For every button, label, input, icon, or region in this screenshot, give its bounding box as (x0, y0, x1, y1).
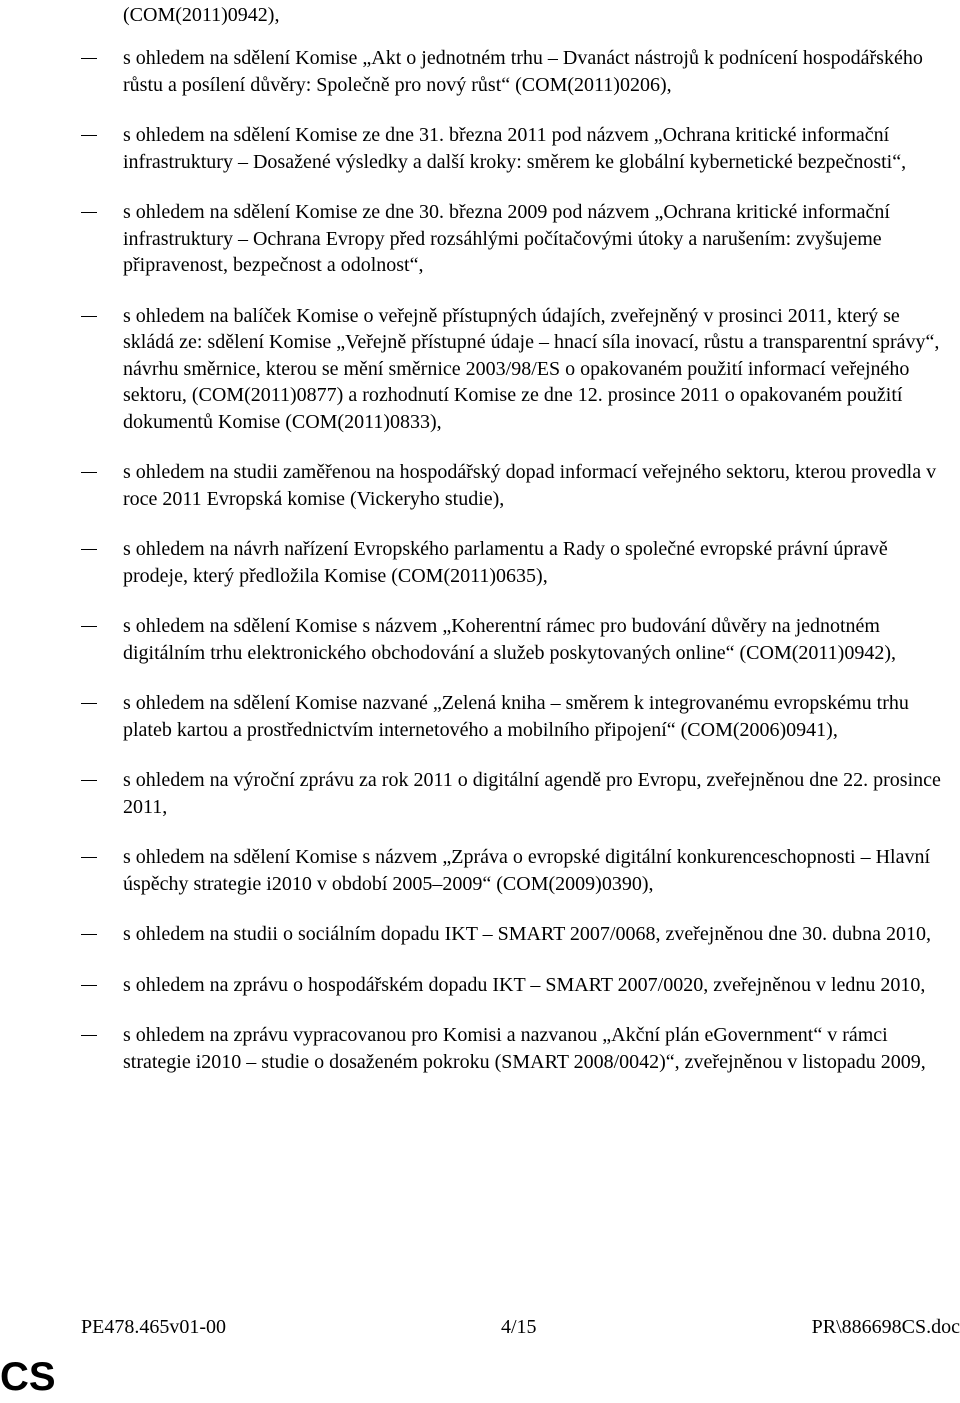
list-item-text: s ohledem na zprávu vypracovanou pro Komisi a nazvanou „Akční plán eGovernment“ v rámci strategie i2010 – studie o dosaženém pokroku (SMART 2008/0042)“, zveřejněnou v listopadu 2009, (123, 1024, 926, 1073)
page-footer (81, 1314, 960, 1340)
list-item (0, 972, 960, 999)
list-item (0, 45, 960, 98)
list-item-text: s ohledem na sdělení Komise ze dne 30. března 2009 pod názvem „Ochrana kritické informační infrastruktury – Ochrana Evropy před rozsáhlými počítačovými útoky a narušením: zvyšujeme připravenost, bezpečnost a odolnost“, (123, 201, 890, 276)
list-item-text: s ohledem na sdělení Komise „Akt o jednotném trhu – Dvanáct nástrojů k podnícení hospodářského růstu a posílení důvěry: Společně pro nový růst“ (COM(2011)0206), (123, 47, 923, 96)
list-item-text: s ohledem na sdělení Komise s názvem „Koherentní rámec pro budování důvěry na jednotném digitálním trhu elektronického obchodování a služeb poskytovaných online“ (COM(2011)0942), (123, 615, 896, 664)
list-item (0, 303, 960, 436)
footer-document-reference: PE478.465v01-00 (81, 1316, 226, 1338)
language-tag: CS (0, 1355, 56, 1399)
list-item (0, 767, 960, 820)
list-item (0, 921, 960, 948)
continued-text: (COM(2011)0942), (123, 4, 280, 26)
list-item (0, 844, 960, 897)
list-item-text: s ohledem na studii zaměřenou na hospodářský dopad informací veřejného sektoru, kterou provedla v roce 2011 Evropská komise (Vickeryho studie), (123, 461, 937, 510)
citation-list (0, 45, 960, 1099)
list-item-text: s ohledem na návrh nařízení Evropského parlamentu a Rady o společné evropské právní úpravě prodeje, který předložila Komise (COM(2011)0635), (123, 538, 888, 587)
list-item-text: s ohledem na balíček Komise o veřejně přístupných údajích, zveřejněný v prosinci 2011, který se skládá ze: sdělení Komise „Veřejně přístupné údaje – hnací síla inovací, růstu a transparentní správy“, návrhu směrnice, kterou se mění směrnice 2003/98/ES o opakovaném použití informací veřejného sektoru, (COM(2011)0877) a rozhodnutí Komise ze dne 12. prosince 2011 o opakovaném použití dokumentů Komise (COM(2011)0833), (123, 304, 940, 433)
list-item (0, 199, 960, 279)
list-item-text: s ohledem na výroční zprávu za rok 2011 o digitální agendě pro Evropu, zveřejněnou dne 22. prosince 2011, (123, 769, 941, 818)
list-item (0, 536, 960, 589)
list-item-text: s ohledem na zprávu o hospodářském dopadu IKT – SMART 2007/0020, zveřejněnou v lednu 2010, (123, 973, 926, 996)
list-item (0, 690, 960, 743)
list-item (0, 122, 960, 175)
list-item (0, 459, 960, 512)
list-item-text: s ohledem na sdělení Komise nazvané „Zelená kniha – směrem k integrovanému evropskému trhu plateb kartou a prostřednictvím internetového a mobilního připojení“ (COM(2006)0941), (123, 692, 909, 741)
list-item (0, 613, 960, 666)
list-item-text: s ohledem na studii o sociálním dopadu IKT – SMART 2007/0068, zveřejněnou dne 30. dubna 2010, (123, 923, 931, 945)
list-item (0, 1022, 960, 1075)
footer-page-number: 4/15 (501, 1316, 537, 1338)
footer-file-name: PR\886698CS.doc (811, 1316, 960, 1338)
list-item-text: s ohledem na sdělení Komise s názvem „Zpráva o evropské digitální konkurenceschopnosti – Hlavní úspěchy strategie i2010 v období 2005–2009“ (COM(2009)0390), (123, 846, 931, 895)
list-item-text: s ohledem na sdělení Komise ze dne 31. března 2011 pod názvem „Ochrana kritické informační infrastruktury – Dosažené výsledky a další kroky: směrem ke globální kybernetické bezpečnosti“, (123, 124, 907, 173)
